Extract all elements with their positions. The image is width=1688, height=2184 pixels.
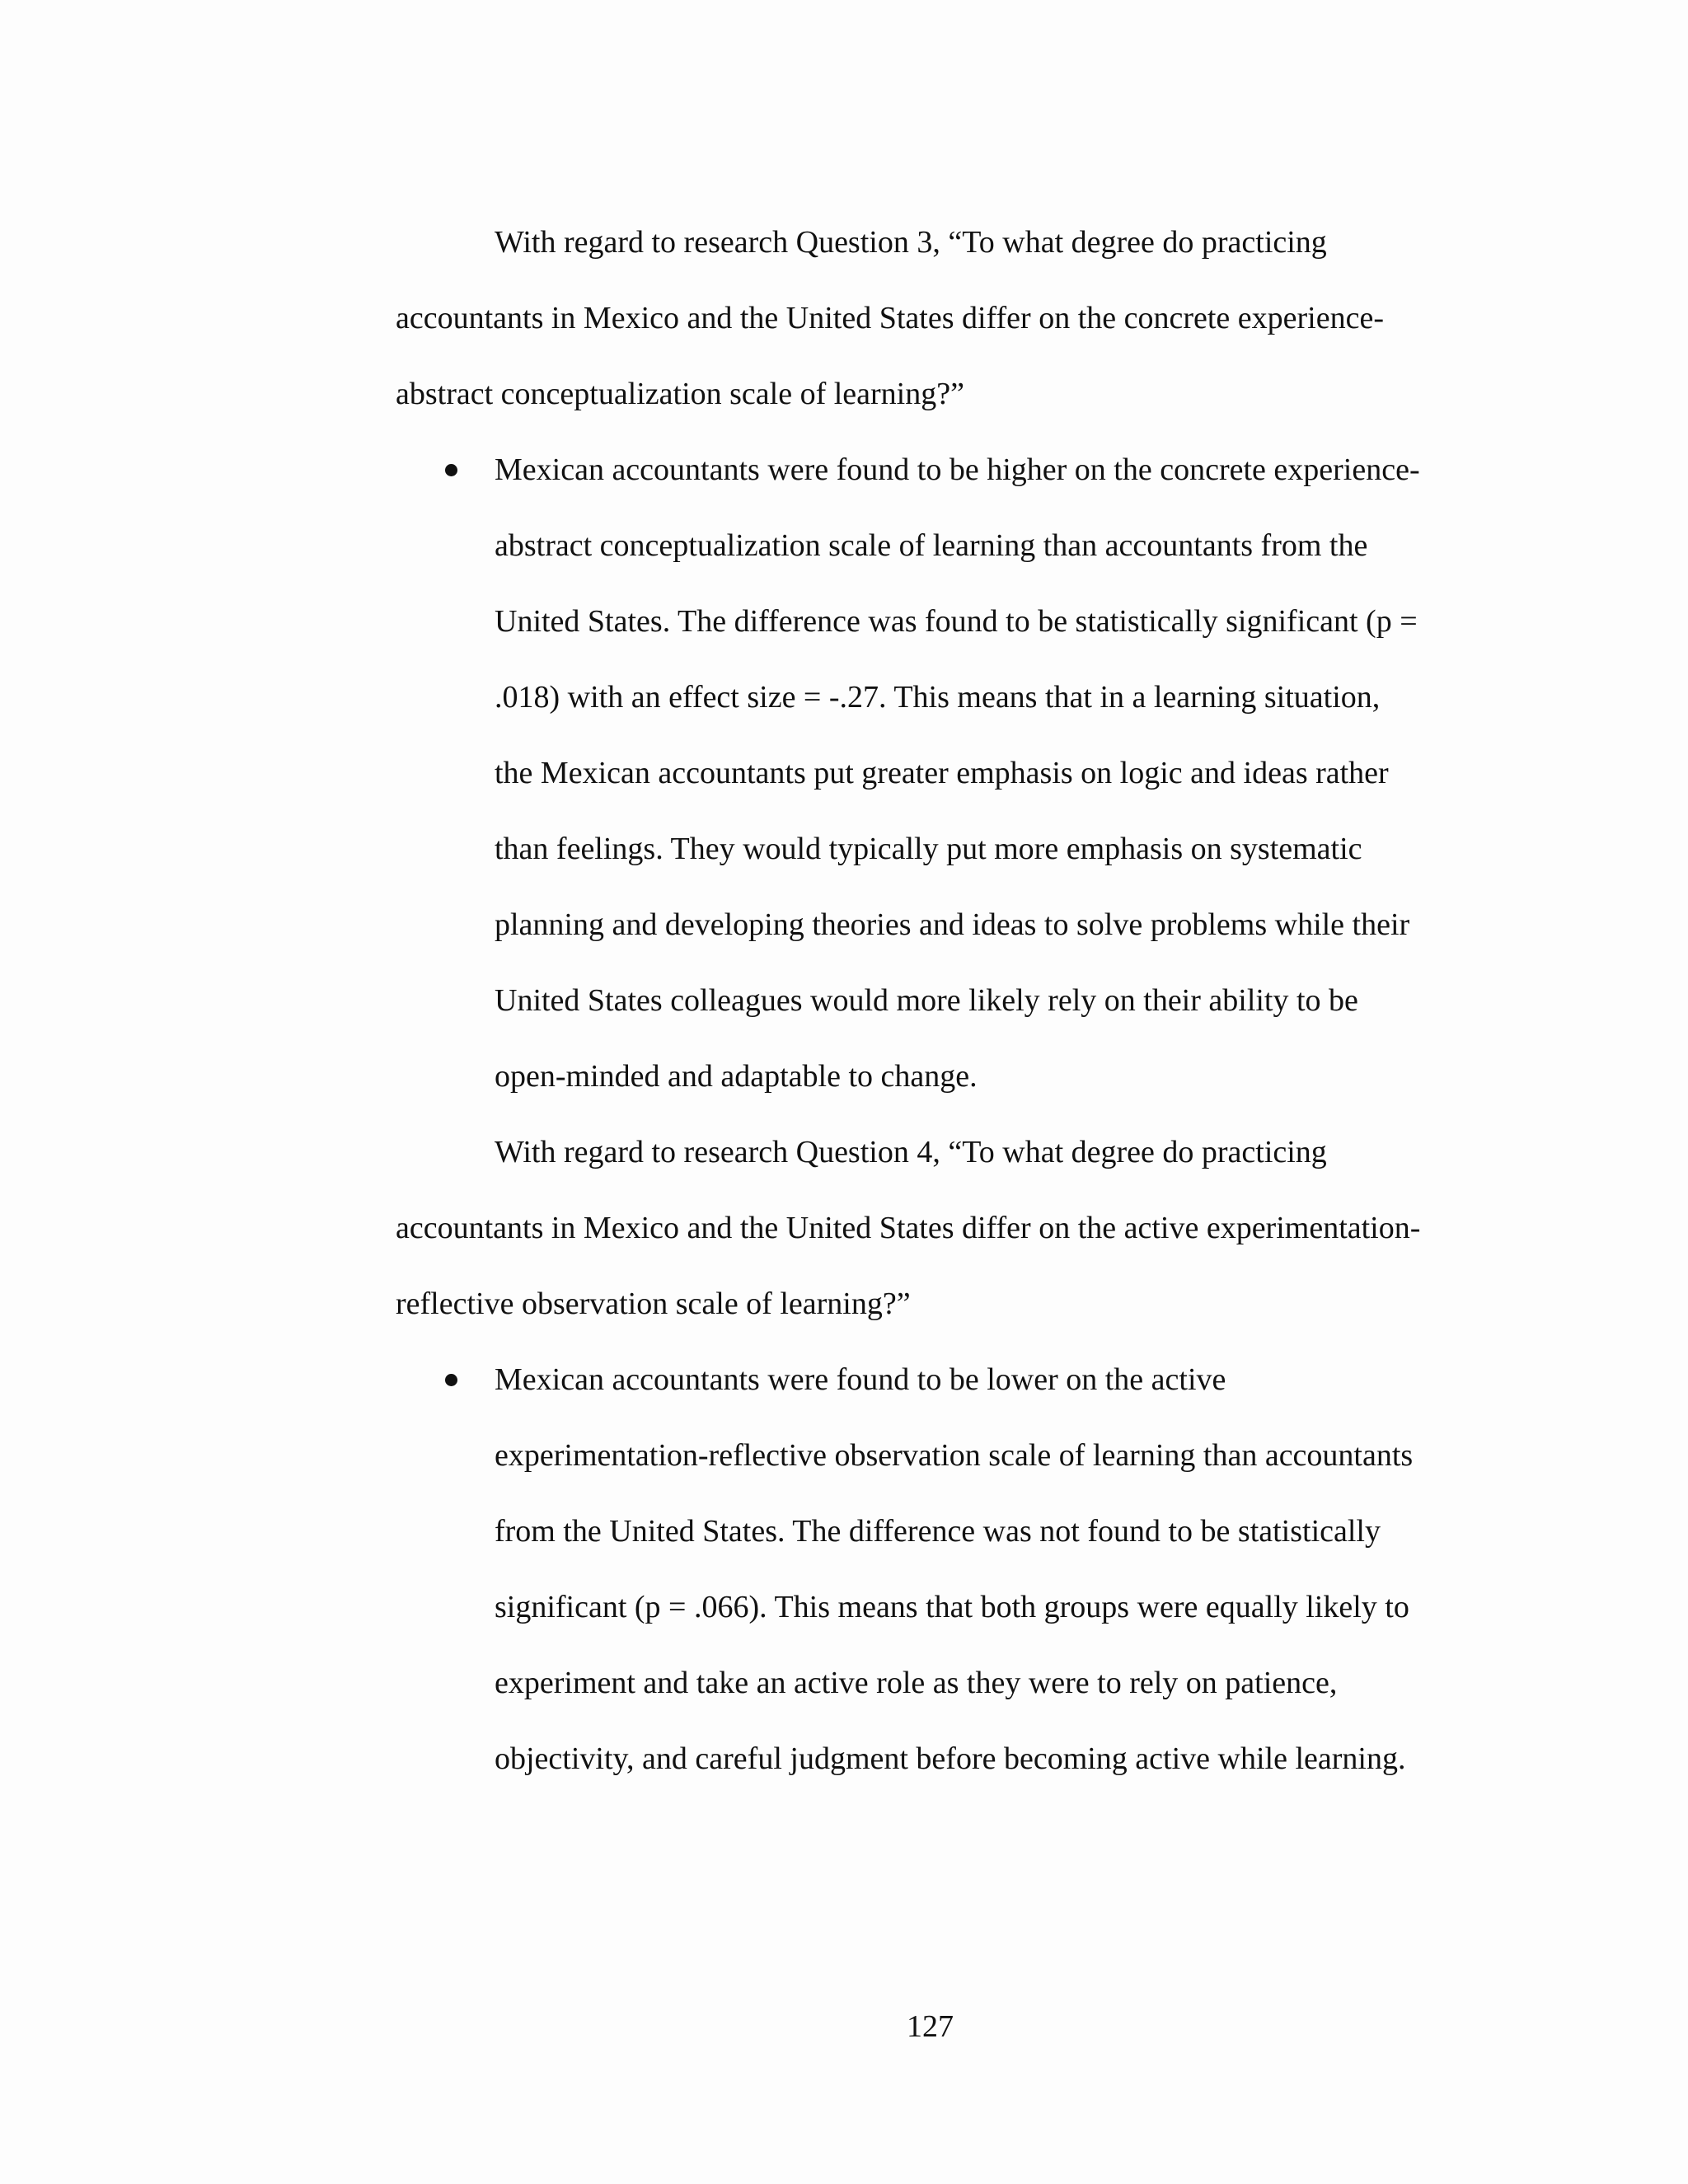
text-line: United States colleagues would more likely rely on their ability to be [495,983,1358,1018]
text-line: planning and developing theories and ideas to solve problems while their [495,907,1410,942]
text-line: the Mexican accountants put greater emphasis on logic and ideas rather [495,756,1389,790]
text-line: United States. The difference was found to be statistically significant (p = [495,604,1418,639]
text-line: than feelings. They would typically put more emphasis on systematic [495,832,1362,866]
text-line: experiment and take an active role as they were to rely on patience, [495,1666,1338,1700]
text-line: open-minded and adaptable to change. [495,1059,978,1094]
bullet-icon [445,1374,457,1386]
text-line: abstract conceptualization scale of learning than accountants from the [495,528,1368,563]
text-line: significant (p = .066). This means that both groups were equally likely to [495,1590,1409,1624]
bullet-icon [445,464,457,476]
text-line: abstract conceptualization scale of learning?” [396,377,964,411]
text-line: With regard to research Question 4, “To what degree do practicing [495,1135,1327,1169]
text-line: Mexican accountants were found to be higher on the concrete experience- [495,452,1420,487]
text-line: experimentation-reflective observation scale of learning than accountants [495,1438,1414,1473]
text-line: reflective observation scale of learning?” [396,1286,911,1321]
text-line: With regard to research Question 3, “To what degree do practicing [495,225,1327,260]
text-line: objectivity, and careful judgment before becoming active while learning. [495,1741,1406,1776]
page-number: 127 [907,2009,954,2044]
text-line: accountants in Mexico and the United States differ on the concrete experience- [396,301,1384,335]
text-line: accountants in Mexico and the United States differ on the active experimentation- [396,1211,1421,1245]
text-line: .018) with an effect size = -.27. This means that in a learning situation, [495,680,1381,715]
text-line: Mexican accountants were found to be lower on the active [495,1362,1226,1397]
text-line: from the United States. The difference was not found to be statistically [495,1514,1381,1549]
